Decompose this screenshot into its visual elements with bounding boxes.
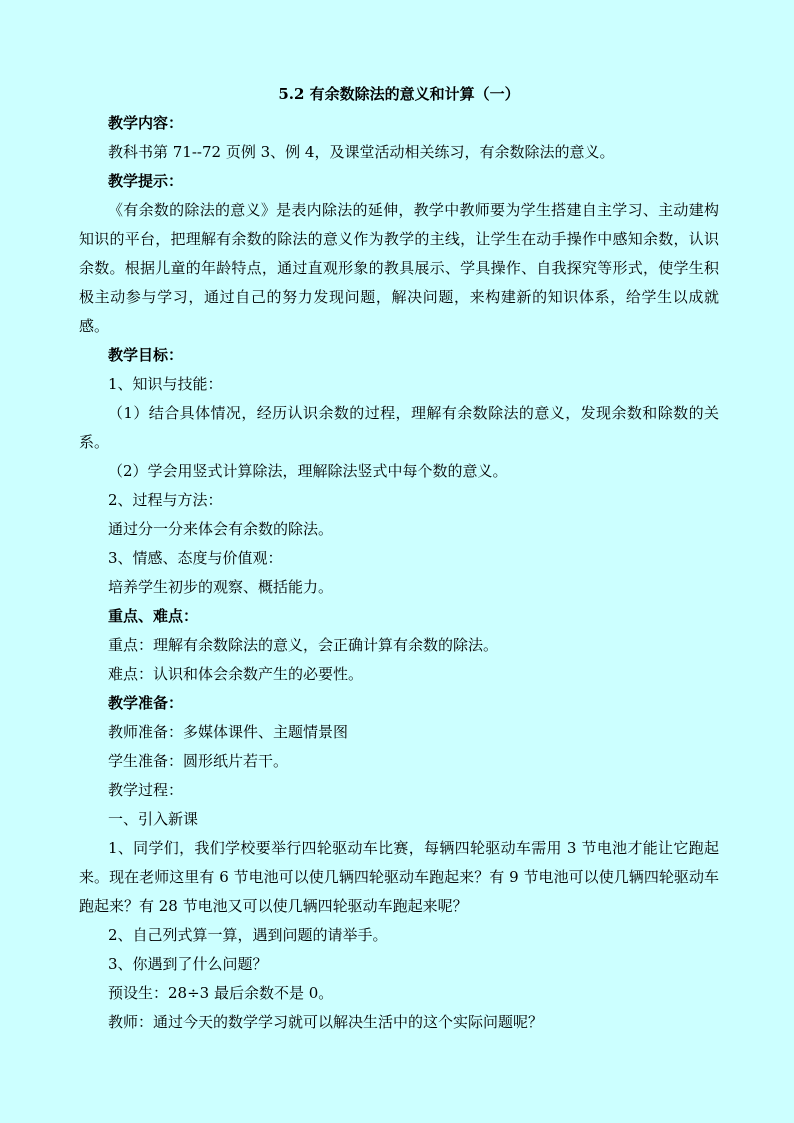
paragraph: 难点：认识和体会余数产生的必要性。 (108, 665, 364, 683)
document-title: 5.2 有余数除法的意义和计算（一） (278, 85, 520, 103)
paragraph: 教科书第 71--72 页例 3、例 4，及课堂活动相关练习，有余数除法的意义。 (108, 143, 615, 161)
paragraph: 培养学生初步的观察、概括能力。 (108, 578, 334, 596)
paragraph: 教学过程： (108, 781, 184, 799)
paragraph: 1、同学们，我们学校要举行四轮驱动车比赛，每辆四轮驱动车需用 3 节电池才能让它跑起来。现在老师这里有 6 节电池可以使几辆四轮驱动车跑起来？有 9 节电池可以使几辆四轮驱动车跑起来？有 28 节电池又可以使几辆四轮驱动车跑起来呢？ (79, 839, 719, 915)
paragraph: （1）结合具体情况，经历认识余数的过程，理解有余数除法的意义，发现余数和除数的关系。 (79, 404, 719, 451)
paragraph: 教师准备：多媒体课件、主题情景图 (108, 723, 349, 741)
section-heading: 教学准备： (108, 694, 184, 712)
paragraph: 重点：理解有余数除法的意义，会正确计算有余数的除法。 (108, 636, 499, 654)
paragraph: 预设生：28÷3 最后余数不是 0。 (108, 984, 334, 1002)
section-heading: 教学目标： (108, 346, 184, 364)
paragraph: 教师：通过今天的数学学习就可以解决生活中的这个实际问题呢？ (108, 1013, 544, 1031)
section-heading: 重点、难点： (108, 607, 199, 625)
paragraph: 1、知识与技能： (108, 375, 223, 393)
paragraph: 3、情感、态度与价值观： (108, 549, 283, 567)
paragraph: 通过分一分来体会有余数的除法。 (108, 520, 334, 538)
paragraph: 2、过程与方法： (108, 491, 223, 509)
paragraph: 学生准备：圆形纸片若干。 (108, 752, 289, 770)
paragraph: （2）学会用竖式计算除法，理解除法竖式中每个数的意义。 (108, 462, 508, 480)
paragraph: 2、自己列式算一算，遇到问题的请举手。 (108, 926, 388, 944)
paragraph: 3、你遇到了什么问题？ (108, 955, 268, 973)
document-page (79, 80, 719, 1037)
paragraph: 一、引入新课 (108, 810, 199, 828)
document-body (79, 109, 719, 1037)
section-heading: 教学提示： (108, 172, 184, 190)
section-heading: 教学内容： (108, 114, 184, 132)
paragraph: 《有余数的除法的意义》是表内除法的延伸，教学中教师要为学生搭建自主学习、主动建构知识的平台，把理解有余数的除法的意义作为教学的主线，让学生在动手操作中感知余数，认识余数。根据儿童的年龄特点，通过直观形象的教具展示、学具操作、自我探究等形式，使学生积极主动参与学习，通过自己的努力发现问题，解决问题，来构建新的知识体系，给学生以成就感。 (79, 201, 719, 335)
